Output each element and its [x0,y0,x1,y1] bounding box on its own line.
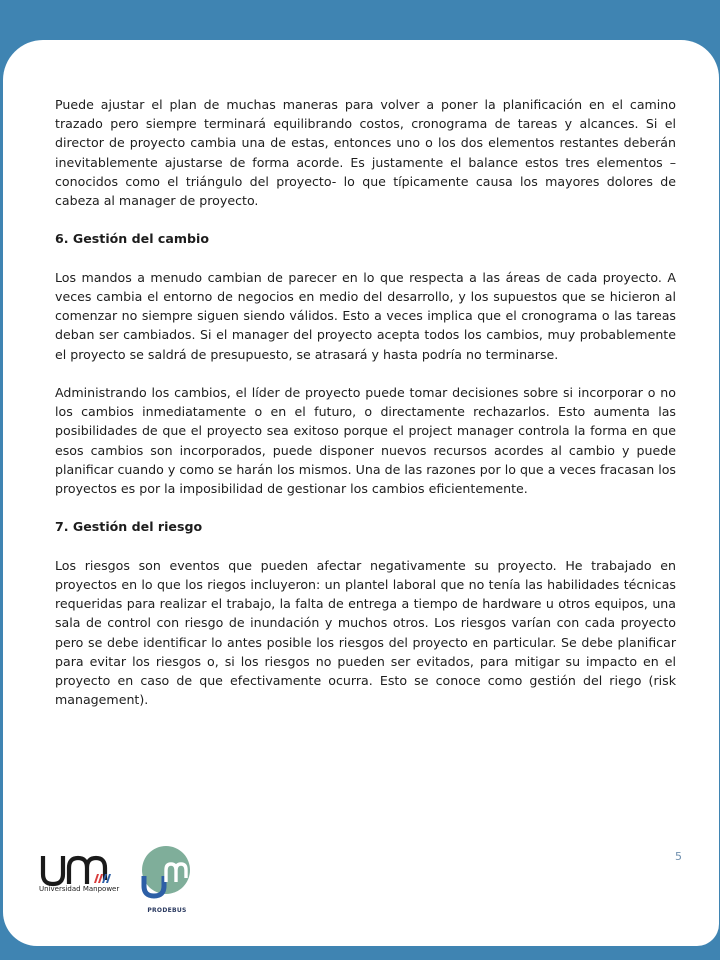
heading-change-management: 6. Gestión del cambio [55,231,209,247]
prodebus-logo [132,842,194,904]
paragraph-change-intro: Los mandos a menudo cambian de parecer en lo que respecta a las áreas de cada proyecto. A veces cambia el entorno de negocios en medio del desarrollo, y los supuestos que se hicieron al comenzar no siempre siguen siendo válidos. Esto a veces implica que el cronograma o las tareas deban ser cambiados. Si el manager del proyecto acepta todos los cambios, muy probablemente el proyecto se saldrá de presupuesto, se atrasará y hasta podría no terminarse. [55,269,676,362]
heading-risk-management: 7. Gestión del riesgo [55,519,203,535]
paragraph-plan-adjust: Puede ajustar el plan de muchas maneras para volver a poner la planificación en el camino trazado pero siempre terminará equilibrando costos, cronograma de tareas y alcances. Si el director de proyecto cambia una de estas, entonces uno o los dos elementos restantes deberán inevitablemente ajustarse de forma acorde. Es justamente el balance estos tres elementos –conocidos como el triángulo del proyecto- lo que típicamente causa los mayores dolores de cabeza al manager de proyecto. [55,97,676,209]
universidad-manpower-label: Universidad Manpower [39,885,120,893]
paragraph-risk: Los riesgos son eventos que pueden afectar negativamente su proyecto. He trabajado en proyectos en lo que los riegos incluyeron: un plantel laboral que no tenía las habilidades técnicas requeridas para realizar el trabajo, la falta de entrega a tiempo de hardware u otros equipos, una sala de control con riesgo de inundación y muchos otros. Los riesgos varían con cada proyecto pero se debe identificar lo antes posible los riesgos del proyecto en particular. Se debe planificar para evitar los riesgos o, si los riesgos no pueden ser evitados, para mitigar su impacto en el proyecto en caso de que efectivamente ocurra. Esto se conoce como gestión del riego (risk management). [55,557,676,708]
universidad-manpower-logo [36,846,131,906]
document-body [55,95,676,729]
page-sheet [3,40,719,946]
prodebus-label: PRODEBUS [147,907,187,914]
page-number: 5 [675,850,682,863]
paragraph-change-admin: Administrando los cambios, el líder de proyecto puede tomar decisiones sobre si incorporar o no los cambios inmediatamente o en el futuro, o directamente rechazarlos. Esto aumenta las posibilidades de que el proyecto sea exitoso porque el project manager controla la forma en que esos cambios son incorporados, puede disponer nuevos recursos acordes al cambio y puede planificar cuando y como se harán los mismos. Una de las razones por lo que a veces fracasan los proyectos es por la imposibilidad de gestionar los cambios eficientemente. [55,385,676,497]
